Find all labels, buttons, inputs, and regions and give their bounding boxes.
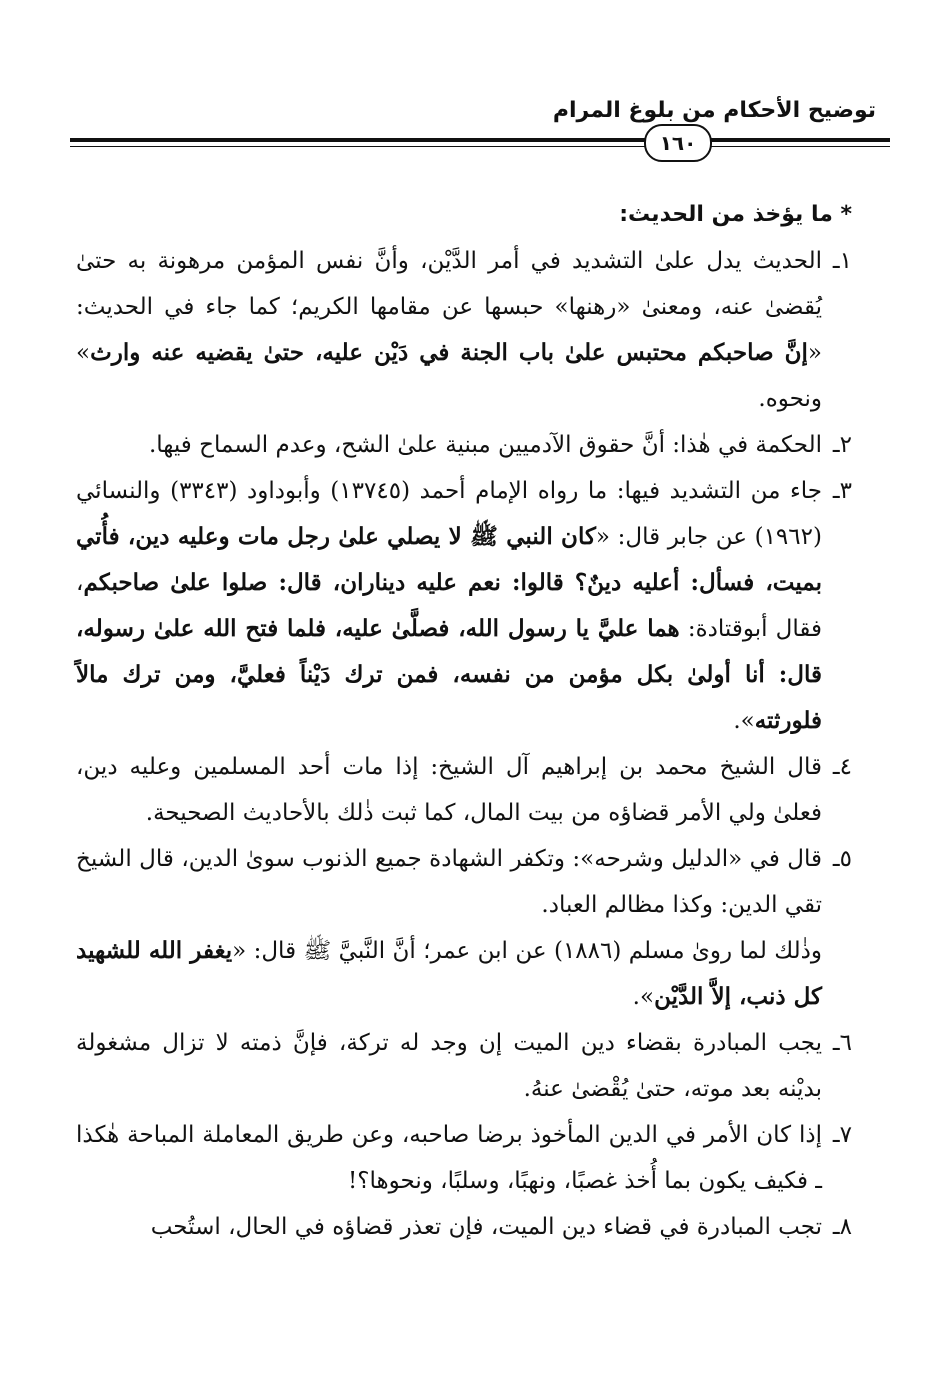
section-title: * ما يؤخذ من الحديث: — [619, 202, 852, 227]
book-title: توضيح الأحكام من بلوغ المرام — [552, 98, 876, 123]
list-item — [76, 468, 852, 744]
bold-text: هما عليَّ يا رسول الله، فصلَّىٰ عليه، فلما فتح الله علىٰ رسوله، قال: أنا أولىٰ بكل مؤمن من نفسه، فمن ترك دَيْناً فعليَّ، ومن ترك مالاً فلورثته — [76, 615, 822, 734]
text-run: يجب المبادرة بقضاء دين الميت إن وجد له تركة، فإنَّ ذمته لا تزال مشغولة بديْنه بعد موته، حتىٰ يُقْضىٰ عنهُ. — [76, 1030, 822, 1102]
item-number: ٨ـ — [832, 1214, 852, 1240]
text-run: ». — [632, 984, 655, 1010]
text-run: قال في «الدليل وشرحه»: وتكفر الشهادة جميع الذنوب سوىٰ الدين، قال الشيخ تقي الدين: وكذا مظالم العباد. — [76, 846, 822, 918]
text-run: الحكمة في هٰذا: أنَّ حقوق الآدميين مبنية علىٰ الشح، وعدم السماح فيها. — [148, 432, 822, 458]
text-run: » ونحوه. — [76, 340, 822, 412]
bold-text: إنَّ صاحبكم محتبس علىٰ باب الجنة في دَيْن عليه، حتىٰ يقضيه عنه وارث — [90, 339, 808, 366]
page-body — [76, 192, 852, 1250]
list-item — [76, 836, 852, 928]
items-list-2 — [76, 1020, 852, 1250]
text-run: ، فقال أبوقتادة: — [76, 570, 822, 642]
list-item — [76, 744, 852, 836]
list-item — [76, 1112, 852, 1204]
item-number: ٦ـ — [832, 1030, 852, 1056]
text-run: تجب المبادرة في قضاء دين الميت، فإن تعذر قضاؤه في الحال، استُحب — [150, 1214, 822, 1240]
item-number: ٣ـ — [832, 478, 852, 504]
paragraph-continuation — [76, 928, 852, 1020]
list-item — [76, 422, 852, 468]
item-number: ٤ـ — [832, 754, 852, 780]
page-header — [70, 88, 890, 158]
text-run: إذا كان الأمر في الدين المأخوذ برضا صاحبه، وعن طريق المعاملة المباحة هٰكذا ـ فكيف يكون بما أُخذ غصبًا، ونهبًا، وسلبًا، ونحوها؟! — [76, 1122, 822, 1194]
list-item — [76, 238, 852, 422]
header-rule-thick — [70, 138, 890, 142]
text-run: الحديث يدل علىٰ التشديد في أمر الدَّيْن، وأنَّ نفس المؤمن مرهونة به حتىٰ يُقضىٰ عنه، ومعنىٰ «رهنها» حبسها عن مقامها الكريم؛ كما جاء في الحديث: « — [76, 248, 822, 366]
page-number: ١٦٠ — [644, 124, 712, 162]
item-number: ١ـ — [832, 248, 852, 274]
list-item — [76, 1020, 852, 1112]
item-number: ٥ـ — [832, 846, 852, 872]
text-run: وذٰلك لما روىٰ مسلم (١٨٨٦) عن ابن عمر؛ أنَّ النَّبيَّ ﷺ قال: « — [232, 938, 822, 964]
items-list — [76, 238, 852, 928]
text-run: قال الشيخ محمد بن إبراهيم آل الشيخ: إذا مات أحد المسلمين وعليه دين، فعلىٰ ولي الأمر قضاؤه من بيت المال، كما ثبت ذٰلك بالأحاديث الصحيحة. — [76, 754, 822, 826]
text-run: جاء من التشديد فيها: ما رواه الإمام أحمد (١٣٧٤٥) وأبوداود (٣٣٤٣) والنسائي (١٩٦٢) عن جابر قال: « — [76, 478, 822, 550]
item-number: ٢ـ — [832, 432, 852, 458]
bold-text: يغفر الله للشهيد كل ذنب، إلاَّ الدَّيْن — [76, 937, 822, 1010]
header-rule-thin — [70, 146, 890, 147]
item-number: ٧ـ — [832, 1122, 852, 1148]
text-run: ». — [733, 708, 755, 734]
bold-text: كان النبي ﷺ لا يصلي علىٰ رجل مات وعليه دين، فأُتي بميت، فسأل: أعليه دينٌ؟ قالوا: نعم عليه ديناران، قال: صلوا علىٰ صاحبكم — [76, 523, 822, 596]
list-item — [76, 1204, 852, 1250]
